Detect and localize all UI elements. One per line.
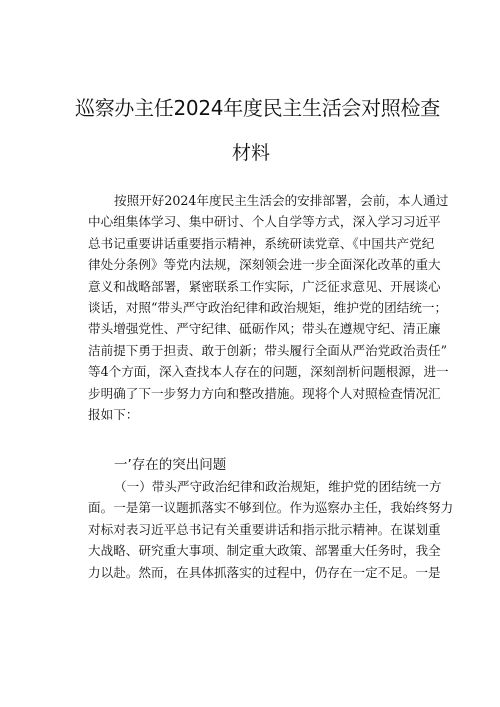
paragraph-line: 等4个方面，深入查找本人存在的问题，深刻剖析问题根源，进一 bbox=[88, 364, 449, 380]
paragraph-line: 步明确了下一步努力方向和整改措施。现将个人对照检查情况汇 bbox=[88, 385, 441, 401]
document-title: 巡察办主任2024年度民主生活会对照检查 bbox=[75, 96, 440, 120]
paragraph-line: 大战略、研究重大事项、制定重大政策、部署重大任务时，我全 bbox=[88, 543, 441, 559]
paragraph-line: 面。一是第一议题抓落实不够到位。作为巡察办主任，我始终努力 bbox=[88, 500, 454, 516]
paragraph-line: 意义和战略部署，紧密联系工作实际，广泛征求意见、开展谈心 bbox=[88, 278, 441, 294]
section-heading-text: 一’存在的突出问题 bbox=[114, 457, 227, 473]
paragraph-line: 带头增强党性、严守纪律、砥砺作风；带头在遵规守纪、清正廉 bbox=[88, 321, 441, 337]
paragraph-line: 总书记重要讲话重要指示精神，系统研读党章、《中国共产党纪 bbox=[88, 235, 435, 251]
paragraph-line: 力以赴。然而，在具体抓落实的过程中，仍存在一定不足。一是 bbox=[88, 564, 441, 580]
paragraph-line: 律处分条例》等党内法规，深刻领会进一步全面深化改革的重大 bbox=[88, 257, 441, 273]
paragraph-line: （一）带头严守政治纪律和政治规矩，维护党的团结统一方 bbox=[114, 479, 442, 494]
paragraph-line: 对标对表习近平总书记有关重要讲话和指示批示精神。在谋划重 bbox=[88, 521, 441, 537]
paragraph-line: 中心组集体学习、集中研讨、个人自学等方式，深入学习习近平 bbox=[88, 214, 441, 230]
section-paragraph bbox=[88, 476, 454, 583]
paragraph-line: 报如下： bbox=[88, 406, 139, 422]
intro-paragraph bbox=[88, 190, 449, 425]
paragraph-line: 按照开好2024年度民主生活会的安排部署，会前，本人通过 bbox=[114, 193, 449, 208]
document-title-continuation: 材料 bbox=[232, 142, 271, 164]
section-heading bbox=[88, 455, 226, 475]
paragraph-line: 洁前提下勇于担责、敢于创新；带头履行全面从严治党政治责任” bbox=[88, 342, 448, 358]
paragraph-line: 谈话，对照“带头严守政治纪律和政治规矩，维护党的团结统一； bbox=[88, 299, 448, 315]
